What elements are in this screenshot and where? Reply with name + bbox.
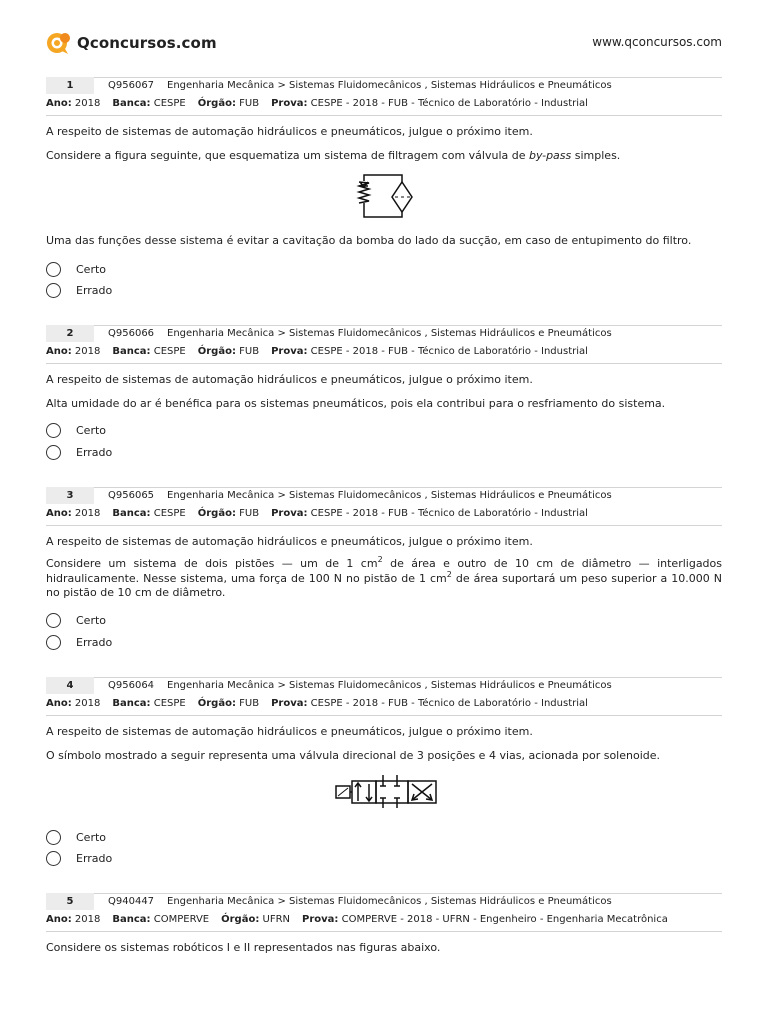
radio-button[interactable] xyxy=(46,830,61,845)
logo[interactable] xyxy=(46,30,217,56)
question-code[interactable]: Q956066 xyxy=(108,328,155,339)
question-code[interactable]: Q956065 xyxy=(108,490,155,501)
option-errado[interactable]: Errado xyxy=(46,851,112,866)
option-errado[interactable]: Errado xyxy=(46,445,112,460)
question-number: 2 xyxy=(66,328,74,339)
divider xyxy=(46,677,722,678)
question-statement: Considere os sistemas robóticos I e II representados nas figuras abaixo. xyxy=(46,941,441,954)
question-meta: Ano: 2018 Banca: CESPE Órgão: FUB Prova: CESPE - 2018 - FUB - Técnico de Laboratório - Industrial xyxy=(46,698,588,709)
question-meta: Ano: 2018 Banca: COMPERVE Órgão: UFRN Prova: COMPERVE - 2018 - UFRN - Engenheiro - Engenharia Mecatrônica xyxy=(46,914,668,925)
question-number: 1 xyxy=(66,80,74,91)
site-url[interactable]: www.qconcursos.com xyxy=(592,35,722,49)
divider xyxy=(46,893,722,894)
divider xyxy=(46,363,722,364)
question-subject[interactable]: Engenharia Mecânica > Sistemas Fluidomecânicos , Sistemas Hidráulicos e Pneumáticos xyxy=(167,680,612,691)
divider xyxy=(46,931,722,932)
filter-bypass-figure xyxy=(354,172,414,222)
question-number: 5 xyxy=(66,896,74,907)
question-subject[interactable]: Engenharia Mecânica > Sistemas Fluidomecânicos , Sistemas Hidráulicos e Pneumáticos xyxy=(167,328,612,339)
question-subject[interactable]: Engenharia Mecânica > Sistemas Fluidomecânicos , Sistemas Hidráulicos e Pneumáticos xyxy=(167,896,612,907)
option-errado[interactable]: Errado xyxy=(46,635,112,650)
radio-button[interactable] xyxy=(46,262,61,277)
divider xyxy=(46,325,722,326)
option-certo[interactable]: Certo xyxy=(46,262,106,277)
question-number: 3 xyxy=(66,490,74,501)
question-intro: A respeito de sistemas de automação hidráulicos e pneumáticos, julgue o próximo item. xyxy=(46,373,533,386)
directional-valve-figure xyxy=(334,772,440,810)
question-statement: Considere um sistema de dois pistões — um de 1 $cm^2$ de área e outro de 10 cm de diâmetro — interligados hidraulicamente. Nesse sistema, uma força de 100 N no pistão de 1 $cm^2$ de área suportará um peso superior a 10.000 N no pistão de 10 cm de diâmetro. xyxy=(46,555,723,599)
radio-button[interactable] xyxy=(46,445,61,460)
question-context: Considere a figura seguinte, que esquematiza um sistema de filtragem com válvula de by-pass simples. xyxy=(46,149,621,162)
divider xyxy=(46,525,722,526)
question-subject[interactable]: Engenharia Mecânica > Sistemas Fluidomecânicos , Sistemas Hidráulicos e Pneumáticos xyxy=(167,490,612,501)
question-code[interactable]: Q956064 xyxy=(108,680,155,691)
question-statement: Uma das funções desse sistema é evitar a cavitação da bomba do lado da sucção, em caso de entupimento do filtro. xyxy=(46,234,692,247)
radio-button[interactable] xyxy=(46,851,61,866)
question-meta: Ano: 2018 Banca: CESPE Órgão: FUB Prova: CESPE - 2018 - FUB - Técnico de Laboratório - Industrial xyxy=(46,98,588,109)
option-certo[interactable]: Certo xyxy=(46,613,106,628)
logo-text: Qconcursos.com xyxy=(77,34,217,52)
logo-icon xyxy=(46,30,72,56)
question-code[interactable]: Q940447 xyxy=(108,896,155,907)
question-code[interactable]: Q956067 xyxy=(108,80,155,91)
question-meta: Ano: 2018 Banca: CESPE Órgão: FUB Prova: CESPE - 2018 - FUB - Técnico de Laboratório - Industrial xyxy=(46,508,588,519)
divider xyxy=(46,115,722,116)
question-intro: A respeito de sistemas de automação hidráulicos e pneumáticos, julgue o próximo item. xyxy=(46,125,533,138)
question-statement: Alta umidade do ar é benéfica para os sistemas pneumáticos, pois ela contribui para o resfriamento do sistema. xyxy=(46,397,666,410)
question-meta: Ano: 2018 Banca: CESPE Órgão: FUB Prova: CESPE - 2018 - FUB - Técnico de Laboratório - Industrial xyxy=(46,346,588,357)
question-subject[interactable]: Engenharia Mecânica > Sistemas Fluidomecânicos , Sistemas Hidráulicos e Pneumáticos xyxy=(167,80,612,91)
radio-button[interactable] xyxy=(46,283,61,298)
radio-button[interactable] xyxy=(46,635,61,650)
option-certo[interactable]: Certo xyxy=(46,423,106,438)
question-intro: A respeito de sistemas de automação hidráulicos e pneumáticos, julgue o próximo item. xyxy=(46,535,533,548)
question-intro: A respeito de sistemas de automação hidráulicos e pneumáticos, julgue o próximo item. xyxy=(46,725,533,738)
option-errado[interactable]: Errado xyxy=(46,283,112,298)
radio-button[interactable] xyxy=(46,613,61,628)
page-header xyxy=(46,30,722,62)
divider xyxy=(46,715,722,716)
question-statement: O símbolo mostrado a seguir representa uma válvula direcional de 3 posições e 4 vias, acionada por solenoide. xyxy=(46,749,661,762)
radio-button[interactable] xyxy=(46,423,61,438)
option-certo[interactable]: Certo xyxy=(46,830,106,845)
question-number: 4 xyxy=(66,680,74,691)
divider xyxy=(46,487,722,488)
divider xyxy=(46,77,722,78)
